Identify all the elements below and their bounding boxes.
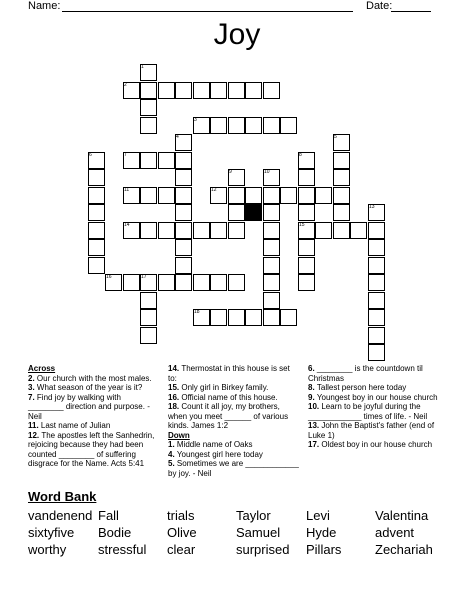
date-label: Date:: [366, 0, 393, 12]
clue-number-label: 2.: [28, 373, 37, 383]
clue-number: 15: [299, 222, 305, 228]
clue-number-label: 6.: [308, 364, 317, 373]
crossword-cell[interactable]: [88, 204, 105, 221]
clue-item: 2. Our church with the most males.: [28, 373, 152, 383]
crossword-cell[interactable]: [88, 187, 105, 204]
clue-item: 14. Thermostat in this house is set to:: [168, 364, 290, 383]
crossword-cell[interactable]: [175, 152, 192, 169]
word-bank-entry: Valentina: [375, 508, 429, 523]
crossword-cell[interactable]: [228, 222, 245, 239]
clue-item: 18. Count it all joy, my brothers, when you meet ______ of various kinds. James 1:2: [168, 402, 289, 430]
crossword-cell[interactable]: [210, 309, 227, 326]
word-bank-entry: stressful: [98, 542, 147, 557]
clue-number: 7: [124, 152, 127, 158]
word-bank-entry: Olive: [167, 525, 197, 540]
crossword-cell[interactable]: [140, 82, 157, 99]
crossword-cell[interactable]: [210, 187, 227, 204]
clue-item: 3. What season of the year is it?: [28, 383, 143, 392]
crossword-cell[interactable]: [298, 169, 315, 186]
crossword-cell[interactable]: [210, 274, 227, 291]
down-heading: Down: [168, 430, 190, 440]
word-bank-entry: advent: [375, 525, 415, 540]
crossword-cell[interactable]: [140, 187, 157, 204]
crossword-cell[interactable]: [105, 274, 122, 291]
crossword-cell[interactable]: [298, 187, 315, 204]
clue-item: 7. Find joy by walking with ________ direction and purpose. -Neil: [28, 392, 150, 421]
clue-number: 10: [264, 169, 270, 175]
crossword-cell[interactable]: [210, 117, 227, 134]
clue-item: 13. John the Baptist's father (end of Luke 1): [308, 421, 435, 440]
crossword-cell[interactable]: [193, 222, 210, 239]
clue-number: 17: [141, 274, 147, 280]
word-bank-title: Word Bank: [28, 489, 97, 504]
crossword-cell[interactable]: [298, 152, 315, 169]
clue-number: 4: [176, 134, 179, 140]
crossword-cell[interactable]: [175, 274, 192, 291]
word-bank-entry: Samuel: [236, 525, 281, 540]
crossword-cell[interactable]: [245, 117, 262, 134]
clue-number-label: 17.: [308, 440, 322, 449]
clue-number: 13: [369, 204, 375, 210]
crossword-cell[interactable]: [298, 257, 315, 274]
word-bank-entry: clear: [167, 542, 196, 557]
clue-number-label: 13.: [308, 421, 322, 430]
crossword-cell[interactable]: [175, 187, 192, 204]
crossword-cell[interactable]: [333, 187, 350, 204]
word-bank-entry: Levi: [306, 508, 330, 523]
clue-item: 11. Last name of Julian: [28, 421, 111, 430]
crossword-cell[interactable]: [123, 274, 140, 291]
crossword-cell[interactable]: [263, 204, 280, 221]
across-clues-col1: [28, 364, 156, 469]
crossword-cell[interactable]: [368, 257, 385, 274]
crossword-cell[interactable]: [175, 134, 192, 151]
crossword-cell[interactable]: [193, 117, 210, 134]
crossword-cell[interactable]: [140, 274, 157, 291]
crossword-cell[interactable]: [298, 274, 315, 291]
crossword-cell[interactable]: [228, 82, 245, 99]
crossword-cell[interactable]: [193, 82, 210, 99]
clues-col2: [168, 364, 300, 478]
crossword-cell[interactable]: [333, 152, 350, 169]
crossword-cell[interactable]: [140, 117, 157, 134]
clue-number: 16: [106, 274, 112, 280]
clue-number-label: 10.: [308, 402, 322, 411]
word-bank-entry: Hyde: [306, 525, 337, 540]
crossword-cell[interactable]: [175, 222, 192, 239]
clue-number: 3: [194, 117, 197, 123]
word-bank-entry: Taylor: [236, 508, 271, 523]
crossword-cell[interactable]: [228, 117, 245, 134]
crossword-cell[interactable]: [140, 222, 157, 239]
word-bank-entry: vandenend: [28, 508, 93, 523]
clue-item: 10. Learn to be joyful during the ____________ times of life. - Neil: [308, 402, 428, 421]
clue-number: 14: [124, 222, 130, 228]
clue-number-label: 9.: [308, 392, 317, 402]
word-bank-entry: surprised: [236, 542, 290, 557]
crossword-cell[interactable]: [245, 187, 262, 204]
clue-number-label: 1.: [168, 440, 177, 449]
crossword-cell[interactable]: [333, 169, 350, 186]
clue-number-label: 12.: [28, 430, 42, 440]
crossword-cell[interactable]: [263, 292, 280, 309]
clue-number: 11: [124, 187, 130, 193]
crossword-cell[interactable]: [88, 239, 105, 256]
crossword-cell[interactable]: [368, 309, 385, 326]
crossword-cell[interactable]: [158, 222, 175, 239]
crossword-cell[interactable]: [158, 274, 175, 291]
crossword-cell[interactable]: [368, 204, 385, 221]
crossword-cell[interactable]: [263, 257, 280, 274]
crossword-cell[interactable]: [228, 204, 245, 221]
clue-number-label: 4.: [168, 449, 177, 459]
crossword-cell[interactable]: [140, 327, 157, 344]
crossword-cell[interactable]: [175, 169, 192, 186]
crossword-cell[interactable]: [263, 117, 280, 134]
clue-item: 4. Youngest girl here today: [168, 449, 263, 459]
word-bank-entry: Bodie: [98, 525, 132, 540]
clue-item: 12. The apostles left the Sanhedrin, rejoicing because they had been counted ________ of suffering disgrace for the Name. Acts 5:41: [28, 430, 155, 468]
clue-number: 9: [229, 169, 232, 175]
word-bank-entry: Pillars: [306, 542, 342, 557]
clue-item: 1. Middle name of Oaks: [168, 440, 253, 449]
word-bank-entry: Zechariah: [375, 542, 433, 557]
clue-number: 12: [211, 187, 217, 193]
crossword-cell[interactable]: [263, 239, 280, 256]
clue-number-label: 7.: [28, 392, 37, 402]
crossword-cell[interactable]: [175, 204, 192, 221]
clue-number: 2: [124, 82, 127, 88]
crossword-cell[interactable]: [140, 152, 157, 169]
crossword-cell[interactable]: [298, 204, 315, 221]
word-bank-entry: sixtyfive: [28, 525, 75, 540]
clue-number-label: 8.: [308, 383, 317, 392]
clues-col3: [308, 364, 446, 450]
crossword-cell[interactable]: [210, 222, 227, 239]
clue-number: 18: [194, 309, 200, 315]
crossword-cell[interactable]: [368, 327, 385, 344]
clue-number: 1: [141, 64, 144, 70]
clue-item: 15. Only girl in Birkey family.: [168, 383, 269, 392]
crossword-cell[interactable]: [263, 187, 280, 204]
word-bank-entry: worthy: [28, 542, 67, 557]
crossword-cell[interactable]: [263, 82, 280, 99]
crossword-cell[interactable]: [368, 344, 385, 361]
crossword-cell[interactable]: [280, 309, 297, 326]
clue-number-label: 5.: [168, 459, 177, 468]
crossword-cell[interactable]: [350, 222, 367, 239]
crossword-cell[interactable]: [245, 82, 262, 99]
clue-number-label: 14.: [168, 364, 182, 373]
clue-item: 17. Oldest boy in our house church: [308, 440, 433, 449]
crossword-cell[interactable]: [368, 222, 385, 239]
word-bank-entry: Fall: [98, 508, 119, 523]
crossword-cell[interactable]: [280, 187, 297, 204]
crossword-cell[interactable]: [123, 152, 140, 169]
clue-item: 5. Sometimes we are ____________ by joy. - Neil: [168, 459, 299, 478]
clue-item: 9. Youngest boy in our house church: [308, 392, 438, 402]
crossword-cell[interactable]: [333, 204, 350, 221]
crossword-cell[interactable]: [368, 292, 385, 309]
crossword-cell[interactable]: [158, 82, 175, 99]
crossword-cell[interactable]: [140, 64, 157, 81]
crossword-cell[interactable]: [123, 187, 140, 204]
crossword-cell[interactable]: [210, 82, 227, 99]
crossword-cell[interactable]: [368, 274, 385, 291]
word-bank-entry: trials: [167, 508, 195, 523]
crossword-cell[interactable]: [263, 309, 280, 326]
across-heading: Across: [28, 364, 56, 373]
crossword-cell[interactable]: [228, 169, 245, 186]
crossword-cell[interactable]: [228, 274, 245, 291]
crossword-cell[interactable]: [175, 257, 192, 274]
clue-number-label: 15.: [168, 383, 182, 392]
clue-number: 6: [89, 152, 92, 158]
clue-number-label: 18.: [168, 402, 182, 411]
crossword-cell[interactable]: [263, 222, 280, 239]
crossword-cell[interactable]: [333, 134, 350, 151]
crossword-cell[interactable]: [228, 309, 245, 326]
crossword-cell[interactable]: [88, 152, 105, 169]
crossword-cell[interactable]: [175, 82, 192, 99]
name-label: Name:: [28, 0, 61, 12]
crossword-cell[interactable]: [88, 257, 105, 274]
crossword-cell[interactable]: [298, 239, 315, 256]
crossword-cell[interactable]: [245, 309, 262, 326]
clue-number: 5: [334, 134, 337, 140]
clue-number: 8: [299, 152, 302, 158]
crossword-cell[interactable]: [88, 169, 105, 186]
crossword-cell[interactable]: [123, 222, 140, 239]
crossword-cell[interactable]: [175, 239, 192, 256]
crossword-cell[interactable]: [228, 187, 245, 204]
crossword-cell[interactable]: [263, 169, 280, 186]
crossword-cell[interactable]: [263, 274, 280, 291]
crossword-cell[interactable]: [193, 274, 210, 291]
crossword-cell[interactable]: [368, 239, 385, 256]
crossword-cell[interactable]: [158, 152, 175, 169]
crossword-cell[interactable]: [123, 82, 140, 99]
clue-item: 8. Tallest person here today: [308, 383, 407, 392]
clue-number-label: 16.: [168, 392, 182, 402]
crossword-cell[interactable]: [315, 222, 332, 239]
clue-number-label: 3.: [28, 383, 37, 392]
crossword-cell[interactable]: [298, 222, 315, 239]
crossword-cell[interactable]: [140, 309, 157, 326]
clue-item: 6. ________ is the countdown til Christmas: [308, 364, 423, 383]
clue-number-label: 11.: [28, 421, 41, 430]
crossword-cell[interactable]: [88, 222, 105, 239]
crossword-cell[interactable]: [315, 187, 332, 204]
clue-item: 16. Official name of this house.: [168, 392, 278, 402]
crossword-cell[interactable]: [333, 222, 350, 239]
page-title: Joy: [213, 18, 261, 51]
crossword-cell[interactable]: [158, 187, 175, 204]
crossword-cell[interactable]: [280, 117, 297, 134]
crossword-cell[interactable]: [140, 99, 157, 116]
crossword-cell[interactable]: [193, 309, 210, 326]
black-square: [245, 204, 262, 221]
crossword-cell[interactable]: [140, 292, 157, 309]
